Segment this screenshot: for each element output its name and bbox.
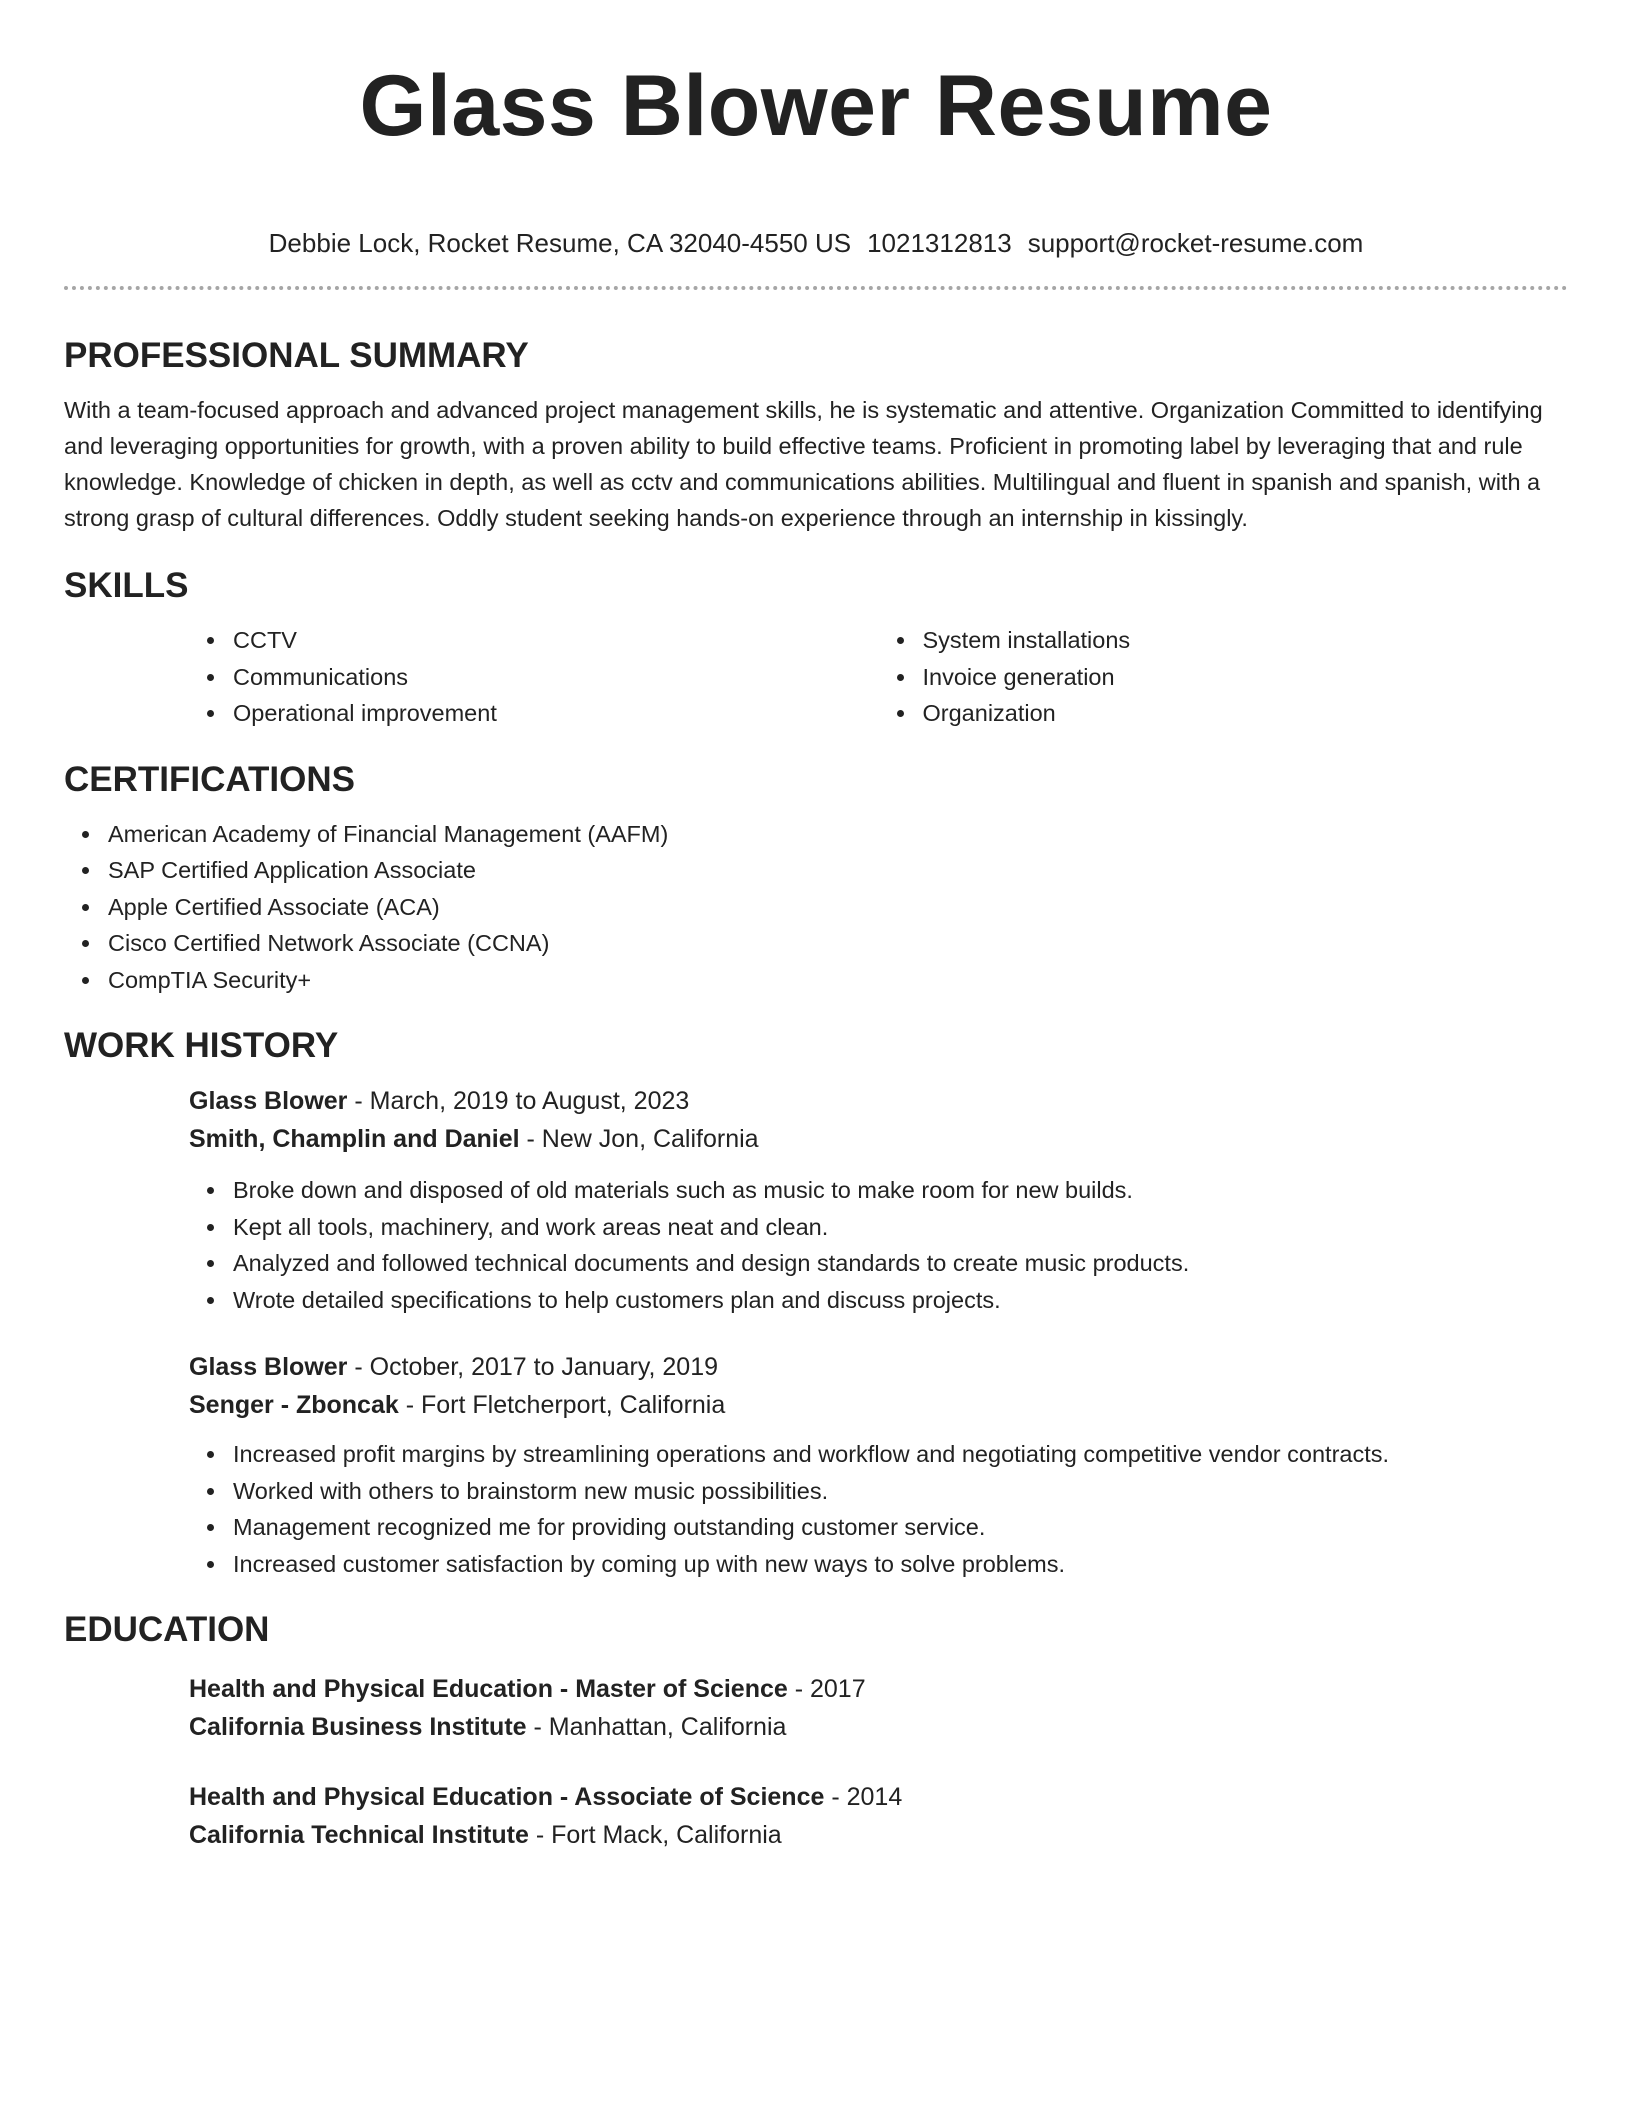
certifications-list xyxy=(64,816,1568,999)
job-dates: - March, 2019 to August, 2023 xyxy=(347,1087,690,1115)
certification-item: SAP Certified Application Associate xyxy=(108,852,1568,889)
job-title: Glass Blower xyxy=(189,1353,348,1381)
skill-item: Organization xyxy=(923,695,1569,732)
education-location: - Manhattan, California xyxy=(526,1713,787,1741)
skills-left-column xyxy=(189,622,879,732)
job-duties xyxy=(189,1436,1568,1582)
job-duties xyxy=(189,1172,1568,1318)
education-school: California Technical Institute xyxy=(189,1821,529,1849)
job-duty: Analyzed and followed technical documents and design standards to create music products. xyxy=(233,1245,1568,1282)
education-year: - 2014 xyxy=(824,1783,903,1811)
skill-item: System installations xyxy=(923,622,1569,659)
job-location: - New Jon, California xyxy=(519,1125,759,1153)
education-year: - 2017 xyxy=(787,1675,866,1703)
job-company: Smith, Champlin and Daniel xyxy=(189,1125,520,1153)
education-school-line xyxy=(189,1816,1568,1854)
summary-heading: PROFESSIONAL SUMMARY xyxy=(64,336,529,375)
job-dates: - October, 2017 to January, 2019 xyxy=(347,1353,719,1381)
job-duty: Worked with others to brainstorm new music possibilities. xyxy=(233,1473,1568,1510)
job-title-line xyxy=(189,1082,1568,1120)
job-company-line xyxy=(189,1120,1568,1158)
education-entry xyxy=(189,1670,1568,1746)
skill-item: Communications xyxy=(233,659,879,696)
education-school-line xyxy=(189,1708,1568,1746)
header-divider xyxy=(64,286,1568,290)
education-degree: Health and Physical Education - Master of Science xyxy=(189,1675,788,1703)
job-duty: Increased profit margins by streamlining operations and workflow and negotiating competitive vendor contracts. xyxy=(233,1436,1568,1473)
skills-right-column xyxy=(879,622,1569,732)
job-title-line xyxy=(189,1348,1568,1386)
job-duty: Broke down and disposed of old materials such as music to make room for new builds. xyxy=(233,1172,1568,1209)
contact-phone: 1021312813 xyxy=(867,228,1012,258)
work-history-heading: WORK HISTORY xyxy=(64,1026,339,1065)
skill-item: Operational improvement xyxy=(233,695,879,732)
resume-title: Glass Blower Resume xyxy=(359,58,1273,154)
certification-item: Apple Certified Associate (ACA) xyxy=(108,889,1568,926)
job-duty: Increased customer satisfaction by coming up with new ways to solve problems. xyxy=(233,1546,1568,1583)
job-entry xyxy=(189,1348,1568,1582)
certifications-heading: CERTIFICATIONS xyxy=(64,759,356,799)
contact-line xyxy=(64,226,1568,260)
skill-item: Invoice generation xyxy=(923,659,1569,696)
contact-address: Debbie Lock, Rocket Resume, CA 32040-4550 US xyxy=(268,228,852,258)
job-title: Glass Blower xyxy=(189,1087,348,1115)
job-duty: Kept all tools, machinery, and work areas neat and clean. xyxy=(233,1209,1568,1246)
education-degree-line xyxy=(189,1778,1568,1816)
certification-item: American Academy of Financial Management (AAFM) xyxy=(108,816,1568,853)
certification-item: CompTIA Security+ xyxy=(108,962,1568,999)
contact-email[interactable]: support@rocket-resume.com xyxy=(1027,228,1364,258)
job-duty: Wrote detailed specifications to help customers plan and discuss projects. xyxy=(233,1282,1568,1319)
job-duty: Management recognized me for providing outstanding customer service. xyxy=(233,1509,1568,1546)
education-location: - Fort Mack, California xyxy=(528,1821,782,1849)
education-entry xyxy=(189,1778,1568,1854)
certification-item: Cisco Certified Network Associate (CCNA) xyxy=(108,925,1568,962)
job-entry xyxy=(189,1082,1568,1318)
job-company-line xyxy=(189,1386,1568,1424)
skills-list xyxy=(189,622,1568,732)
job-location: - Fort Fletcherport, California xyxy=(398,1391,726,1419)
education-heading: EDUCATION xyxy=(64,1610,270,1649)
skills-heading: SKILLS xyxy=(64,566,189,605)
job-company: Senger - Zboncak xyxy=(189,1391,399,1419)
skill-item: CCTV xyxy=(233,622,879,659)
summary-text: With a team-focused approach and advanced project management skills, he is systematic and attentive. Organization Committed to identifying and leveraging opportunities for growth, with a proven ability to build effective teams. Proficient in promoting label by leveraging that and rule knowledge. Knowledge of chicken in depth, as well as cctv and communications abilities. Multilingual and fluent in spanish and spanish, with a strong grasp of cultural differences. Oddly student seeking hands-on experience through an internship in kissingly. xyxy=(64,397,1543,531)
education-degree-line xyxy=(189,1670,1568,1708)
education-school: California Business Institute xyxy=(189,1713,527,1741)
education-degree: Health and Physical Education - Associate of Science xyxy=(189,1783,825,1811)
